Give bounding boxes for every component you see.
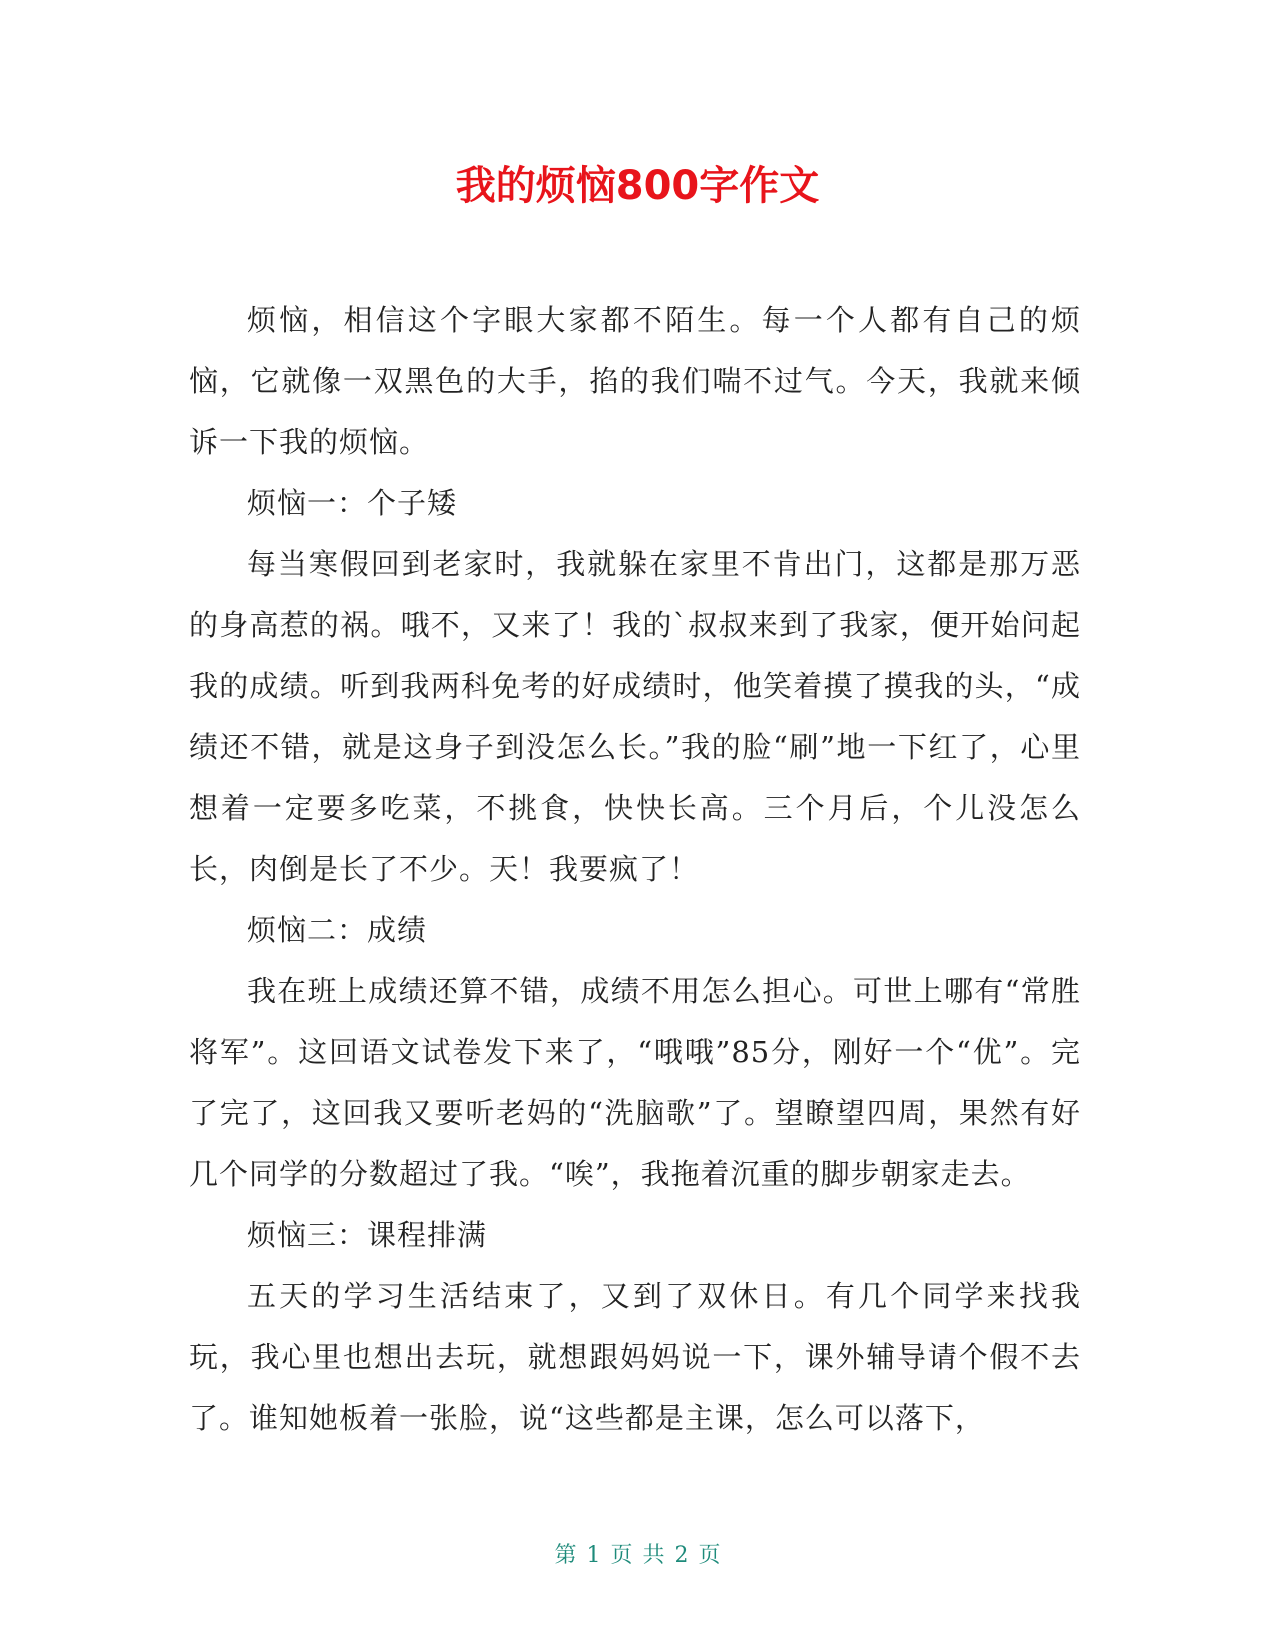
footer-current-page: 1 [586, 1543, 601, 1568]
paragraph-grades: 我在班上成绩还算不错，成绩不用怎么担心。可世上哪有“常胜将军”。这回语文试卷发下来了，“哦哦”85分，刚好一个“优”。完了完了，这回我又要听老妈的“洗脑歌”了。望瞭望四周，果然有好几个同学的分数超过了我。“唉”，我拖着沉重的脚步朝家走去。 [189, 974, 1081, 1191]
paragraph-height: 每当寒假回到老家时，我就躲在家里不肯出门，这都是那万恶的身高惹的祸。哦不，又来了！我的`叔叔来到了我家，便开始问起我的成绩。听到我两科免考的好成绩时，他笑着摸了摸我的头，“成绩还不错，就是这身子到没怎么长。”我的脸“刷”地一下红了，心里想着一定要多吃菜，不挑食，快快长高。三个月后，个儿没怎么长，肉倒是长了不少。天！我要疯了！ [189, 547, 1081, 886]
section-heading-1: 烦恼一：个子矮 [247, 486, 458, 520]
footer-label-total-unit: 页 [698, 1543, 721, 1568]
section-heading-2: 烦恼二：成绩 [247, 913, 428, 947]
footer-label-total: 共 [642, 1543, 665, 1568]
document-title: 我的烦恼800字作文 [455, 163, 820, 209]
page-footer [0, 1541, 1275, 1571]
footer-label-page: 第 [554, 1543, 577, 1568]
paragraph-schedule: 五天的学习生活结束了，又到了双休日。有几个同学来找我玩，我心里也想出去玩，就想跟妈妈说一下，课外辅导请个假不去了。谁知她板着一张脸，说“这些都是主课，怎么可以落下， [189, 1279, 1081, 1435]
section-heading-3: 烦恼三：课程排满 [247, 1218, 488, 1252]
footer-total-pages: 2 [674, 1543, 689, 1568]
paragraph-intro: 烦恼，相信这个字眼大家都不陌生。每一个人都有自己的烦恼，它就像一双黑色的大手，掐的我们喘不过气。今天，我就来倾诉一下我的烦恼。 [189, 303, 1081, 459]
footer-label-page-unit: 页 [610, 1543, 633, 1568]
document-body [189, 290, 1081, 1449]
